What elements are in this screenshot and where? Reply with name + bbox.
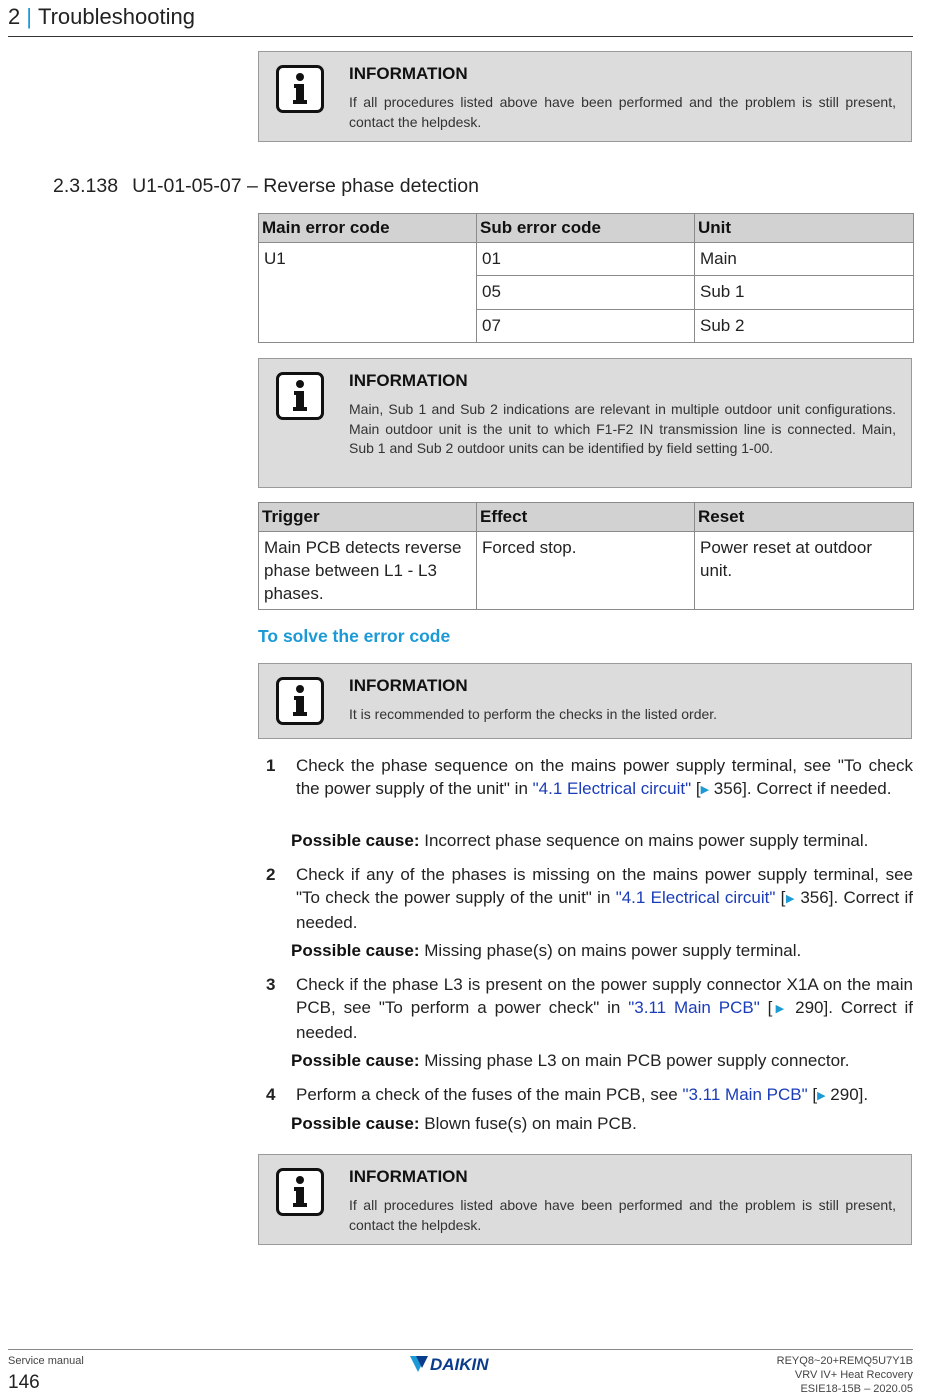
- possible-cause-2: Possible cause: Missing phase(s) on mains power supply terminal.: [291, 941, 802, 960]
- effect-cell: Forced stop.: [477, 532, 695, 610]
- daikin-logo: [408, 1354, 512, 1374]
- info-title: INFORMATION: [349, 371, 468, 390]
- main-error-code-cell: U1: [259, 243, 477, 343]
- unit-cell: Sub 1: [695, 276, 914, 310]
- info-text: If all procedures listed above have been performed and the problem is still present, contact the helpdesk.: [349, 94, 896, 130]
- sub-error-code-cell: 01: [477, 243, 695, 276]
- info-icon: [276, 372, 324, 420]
- column-header: Reset: [695, 503, 914, 532]
- section-title: U1-01-05-07 – Reverse phase detection: [132, 175, 479, 197]
- page-ref[interactable]: 290: [830, 1085, 859, 1104]
- page-arrow-icon: ▶: [772, 1003, 788, 1015]
- page-ref[interactable]: 356: [800, 888, 829, 907]
- step-number: 1: [266, 756, 276, 775]
- info-icon: [276, 1168, 324, 1216]
- info-box-bottom: [258, 1154, 912, 1245]
- footer-divider: [8, 1349, 913, 1350]
- footer-product: VRV IV+ Heat Recovery: [794, 1369, 913, 1381]
- footer-model: REYQ8~20+REMQ5U7Y1B: [776, 1355, 913, 1367]
- column-header: Sub error code: [477, 214, 695, 243]
- brand-text: DAIKIN: [430, 1355, 489, 1374]
- sub-error-code-cell: 07: [477, 310, 695, 343]
- possible-cause-3: Possible cause: Missing phase L3 on main PCB power supply connector.: [291, 1051, 850, 1070]
- info-icon: [276, 65, 324, 113]
- link-main-pcb[interactable]: "3.11 Main PCB": [682, 1085, 808, 1104]
- step-2: [258, 863, 913, 934]
- info-box-units: [258, 358, 912, 488]
- link-main-pcb[interactable]: "3.11 Main PCB": [628, 998, 760, 1017]
- unit-cell: Sub 2: [695, 310, 914, 343]
- page-ref[interactable]: 290: [795, 998, 824, 1017]
- step-text: Perform a check of the fuses of the main PCB, see "3.11 Main PCB" [▶ 290].: [296, 1085, 869, 1104]
- solve-heading: To solve the error code: [258, 626, 451, 646]
- link-electrical-circuit[interactable]: "4.1 Electrical circuit": [615, 888, 776, 907]
- header-divider: [8, 36, 913, 37]
- footer-doc-type: Service manual: [8, 1355, 84, 1367]
- column-header: Trigger: [259, 503, 477, 532]
- column-header: Main error code: [259, 214, 477, 243]
- unit-cell: Main: [695, 243, 914, 276]
- chapter-number: 2: [8, 4, 21, 29]
- chapter-title: Troubleshooting: [37, 4, 195, 29]
- step-text: Check if any of the phases is missing on the mains power supply terminal, see "To check the power supply of the unit" in "4.1 Electrical circuit" [▶ 356]. Correct if needed.: [296, 865, 913, 932]
- trigger-cell: Main PCB detects reverse phase between L1 - L3 phases.: [259, 532, 477, 610]
- sub-error-code-cell: 05: [477, 276, 695, 310]
- info-box-order: [258, 663, 912, 739]
- info-title: INFORMATION: [349, 1167, 468, 1186]
- step-text: Check if the phase L3 is present on the power supply connector X1A on the main PCB, see "To perform a power check" in "3.11 Main PCB" [▶ 290]. Correct if needed.: [296, 975, 913, 1042]
- possible-cause-4: Possible cause: Blown fuse(s) on main PCB.: [291, 1114, 637, 1133]
- page-arrow-icon: ▶: [785, 893, 796, 905]
- step-number: 3: [266, 975, 276, 994]
- chapter-header: [8, 4, 195, 30]
- info-icon: [276, 677, 324, 725]
- error-code-table: [258, 213, 914, 343]
- info-box-top: [258, 51, 912, 142]
- reset-cell: Power reset at outdoor unit.: [695, 532, 914, 610]
- step-text: Check the phase sequence on the mains power supply terminal, see "To check the power supply of the unit" in "4.1 Electrical circuit" [▶ 356]. Correct if needed.: [296, 756, 913, 798]
- possible-cause-1: Possible cause: Incorrect phase sequence on mains power supply terminal.: [291, 831, 869, 850]
- page-arrow-icon: ▶: [700, 784, 710, 796]
- footer-doc-ref: ESIE18-15B – 2020.05: [800, 1383, 913, 1395]
- step-number: 2: [266, 865, 276, 884]
- step-1: [258, 754, 913, 802]
- section-number: 2.3.138: [53, 175, 119, 197]
- page-ref[interactable]: 356: [713, 779, 743, 798]
- info-text: Main, Sub 1 and Sub 2 indications are relevant in multiple outdoor unit configurations. Main outdoor unit is the unit to which F1-F2 IN transmission line is connected. Main, Sub 1 and Sub 2 outdoor units can be identified by field setting 1-00.: [349, 401, 896, 456]
- page-arrow-icon: ▶: [817, 1090, 826, 1102]
- info-text: If all procedures listed above have been performed and the problem is still present, contact the helpdesk.: [349, 1197, 896, 1233]
- page-number: 146: [8, 1372, 40, 1393]
- step-number: 4: [266, 1085, 276, 1104]
- header-separator: |: [26, 4, 32, 29]
- column-header: Unit: [695, 214, 914, 243]
- info-text: It is recommended to perform the checks in the listed order.: [349, 706, 718, 722]
- step-3: [258, 973, 913, 1044]
- section-heading: [53, 175, 479, 198]
- footer-doc-info: [777, 1354, 913, 1396]
- info-title: INFORMATION: [349, 676, 468, 695]
- trigger-effect-reset-table: [258, 502, 914, 610]
- step-4: [258, 1083, 913, 1108]
- link-electrical-circuit[interactable]: "4.1 Electrical circuit": [532, 779, 692, 798]
- column-header: Effect: [477, 503, 695, 532]
- info-title: INFORMATION: [349, 64, 468, 83]
